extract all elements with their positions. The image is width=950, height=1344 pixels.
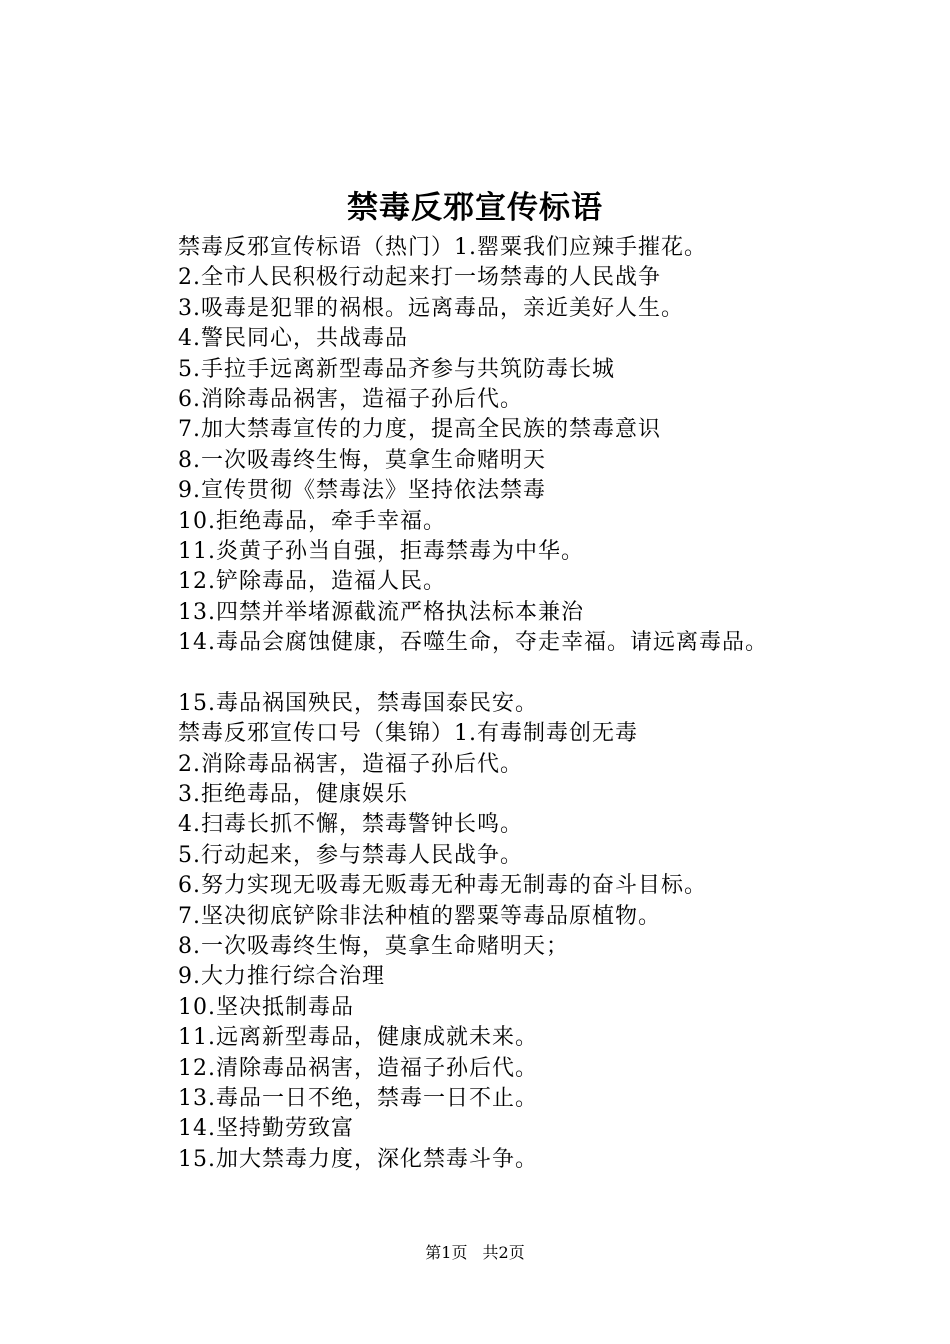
text-line: 11.远离新型毒品，健康成就未来。 [178, 1025, 538, 1051]
text-line: 13.四禁并举堵源截流严格执法标本兼治 [178, 599, 584, 625]
text-line: 5.手拉手远离新型毒品齐参与共筑防毒长城 [178, 356, 615, 382]
text-line: 3.拒绝毒品，健康娱乐 [178, 782, 408, 808]
text-line: 7.加大禁毒宣传的力度，提高全民族的禁毒意识 [178, 417, 661, 443]
text-line: 9.宣传贯彻《禁毒法》坚持依法禁毒 [178, 478, 546, 504]
page-total: 共2页 [482, 1243, 525, 1262]
text-line: 9.大力推行综合治理 [178, 964, 385, 990]
text-line: 12.铲除毒品，造福人民。 [178, 569, 446, 595]
text-line: 3.吸毒是犯罪的祸根。远离毒品，亲近美好人生。 [178, 295, 684, 321]
text-line: 12.清除毒品祸害，造福子孙后代。 [178, 1055, 538, 1081]
text-line: 10.坚决抵制毒品 [178, 994, 354, 1020]
text-line: 2.消除毒品祸害，造福子孙后代。 [178, 751, 523, 777]
page-footer [0, 1241, 950, 1265]
text-line: 6.努力实现无吸毒无贩毒无种毒无制毒的奋斗目标。 [178, 873, 707, 899]
text-line: 15.毒品祸国殃民，禁毒国泰民安。 [178, 690, 538, 716]
page-number: 第1页 [425, 1243, 468, 1262]
text-line: 14.坚持勤劳致富 [178, 1116, 354, 1142]
text-line: 5.行动起来，参与禁毒人民战争。 [178, 842, 523, 868]
document-body [178, 233, 858, 1175]
text-line: 4.扫毒长抓不懈，禁毒警钟长鸣。 [178, 812, 523, 838]
text-line: 8.一次吸毒终生悔，莫拿生命赌明天； [178, 933, 569, 959]
text-line: 10.拒绝毒品，牵手幸福。 [178, 508, 446, 534]
text-line: 禁毒反邪宣传标语（热门）1.罂粟我们应辣手摧花。 [178, 235, 707, 260]
text-line: 15.加大禁毒力度，深化禁毒斗争。 [178, 1146, 538, 1172]
text-line: 4.警民同心，共战毒品 [178, 326, 408, 352]
text-line: 8.一次吸毒终生悔，莫拿生命赌明天 [178, 447, 546, 473]
text-line: 13.毒品一日不绝，禁毒一日不止。 [178, 1085, 538, 1111]
document-title: 禁毒反邪宣传标语 [347, 190, 603, 226]
text-line: 6.消除毒品祸害，造福子孙后代。 [178, 386, 523, 412]
text-line: 7.坚决彻底铲除非法种植的罂粟等毒品原植物。 [178, 903, 661, 929]
blank-line [178, 658, 858, 688]
text-line: 2.全市人民积极行动起来打一场禁毒的人民战争 [178, 265, 661, 291]
text-line: 11.炎黄子孙当自强，拒毒禁毒为中华。 [178, 538, 584, 564]
text-line: 禁毒反邪宣传口号（集锦）1.有毒制毒创无毒 [178, 721, 638, 747]
text-line: 14.毒品会腐蚀健康，吞噬生命，夺走幸福。请远离毒品。 [178, 630, 768, 656]
